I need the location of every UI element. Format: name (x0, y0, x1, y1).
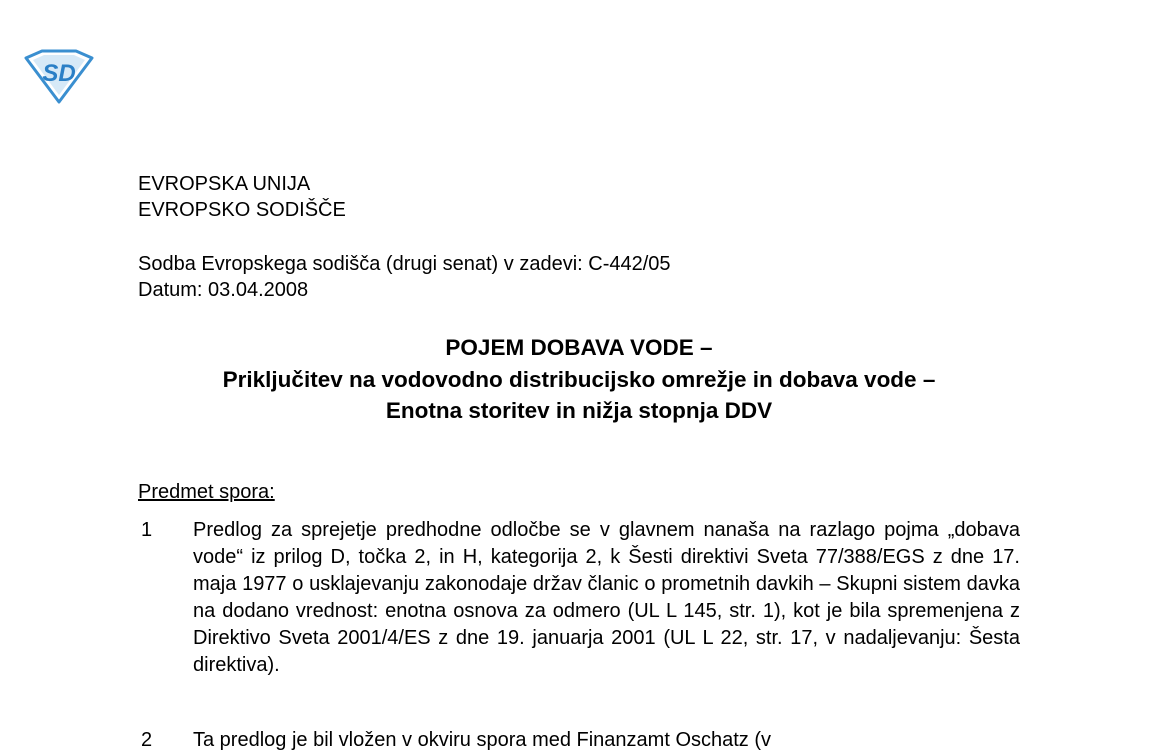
date-line: Datum: 03.04.2008 (138, 279, 309, 301)
paragraph-number: 2 (141, 729, 153, 751)
paragraph-text: Ta predlog je bil vložen v okviru spora med Finanzamt Oschatz (v (193, 729, 772, 751)
court-header (138, 171, 346, 223)
title-line-1: POJEM DOBAVA VODE – (445, 335, 713, 360)
case-meta (138, 251, 671, 303)
section-heading: Predmet spora: (138, 481, 275, 503)
logo-letters: SD (42, 60, 76, 87)
document-title (138, 332, 1020, 427)
title-line-2: Priključitev na vodovodno distribucijsko omrežje in dobava vode – (222, 366, 936, 392)
paragraph-1 (138, 517, 1020, 679)
paragraph-2 (138, 727, 1020, 754)
header-line-court: EVROPSKO SODIŠČE (138, 199, 346, 221)
paragraph-text: Predlog za sprejetje predhodne odločbe se v glavnem nanaša na razlago pojma „dobava vode“ iz prilog D, točka 2, in H, kategorija 2, k Šesti direktivi Sveta 77/388/EGS z dne 17. maja 1977 o usklajevanju zakonodaje držav članic o prometnih davkih – Skupni sistem davka na dodano vrednost: enotna osnova za odmero (UL L 145, str. 1), kot je bila spremenjena z Direktivo Sveta 2001/4/ES z dne 19. januarja 2001 (UL L 22, str. 17, v nadaljevanju: Šesta direktiva). (193, 519, 1020, 676)
paragraph-number: 1 (141, 519, 153, 541)
court-logo (22, 48, 96, 104)
title-line-3: Enotna storitev in nižja stopnja DDV (385, 398, 773, 423)
case-line: Sodba Evropskega sodišča (drugi senat) v zadevi: C-442/05 (138, 253, 671, 275)
header-line-union: EVROPSKA UNIJA (138, 173, 311, 195)
